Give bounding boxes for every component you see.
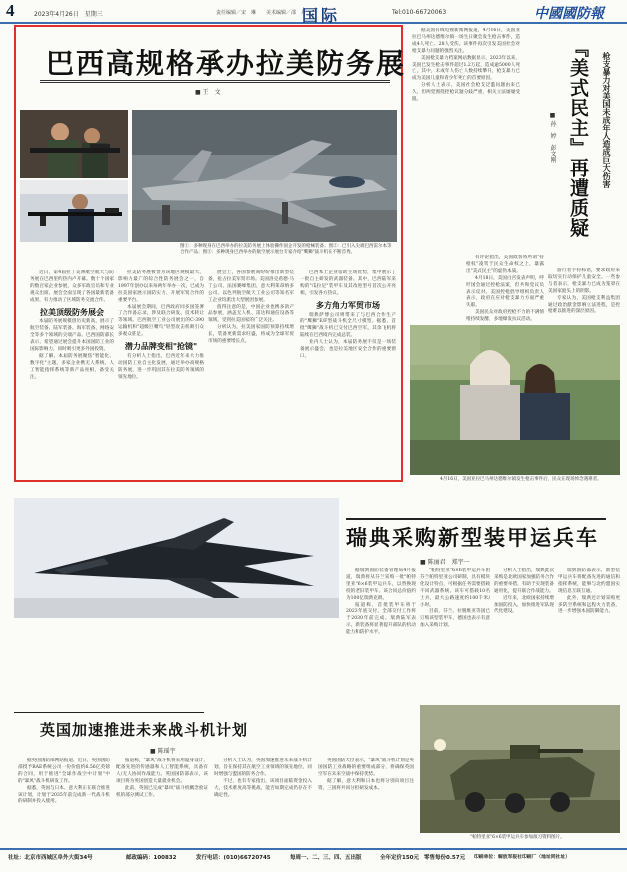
subhead: 潜力品牌变相"抢镜": [124, 341, 198, 352]
article1-col1: [30, 270, 114, 478]
paragraph: 近日，第4届拉丁美洲航空航天与防务展在巴西里约热内卢开幕。数十个国家的数百家企业参展，众多军政官员和专业观众出席。展会全面呈现了各国最新装备成果，有力推动了区域防务交流合作。: [30, 270, 114, 303]
paragraph: 分析人士指出，瑞典此次采购是北欧国家加强防务合作的重要举措，有助于实现装备通用化，提升联合作战能力。: [494, 568, 554, 594]
article1-col2: [118, 270, 204, 478]
paragraph: 报道称，首批装甲车将于2023年底交付，全部交付工作将于2030年前完成。瑞典陆军表示，新装备将显著提升部队的机动能力和防护水平。: [346, 602, 416, 636]
article1-col3: [208, 270, 294, 478]
paragraph: 此前，英国已完成"暴风"战斗机概念验证机的部分测试工作。: [116, 785, 208, 798]
paragraph: 拉美防务展被誉为该地区规模最大、影响力最广的综合性防务展会之一，自1997年创办以来每两年举办一次，已成为拉美国家展示国防实力、开展军贸合作的重要平台。: [118, 270, 204, 303]
photo-future-fighter: [14, 498, 339, 618]
paragraph: 据了解，本届防务展聚焦"智能化、数字化"主题，多家企业携无人系统、人工智能指挥系统等新产品亮相，备受关注。: [30, 353, 114, 380]
article2-subtitle: 枪支暴力对美国未成年人造成巨大伤害: [602, 52, 612, 188]
paragraph: 本届展会期间，巴西政府同多国签署了合作备忘录，涉及联合研发、技术转让等领域。巴西航空工业公司展出的C-390运输机和"超级巨嘴鸟"轻型攻击机吸引众多观众驻足。: [118, 304, 204, 338]
article2-byline: ■ 孙 婷 彭文刚: [549, 112, 556, 163]
article2-title-a: 『美式民主』: [567, 38, 589, 158]
paragraph: 展会上，各国参展商纷纷推出新型装备，抢占拉美军贸市场。美国洛克希德·马丁公司、法国赛峰集团、意大利莱昂纳多公司、以色列航空航天工业公司等知名军工企业均派出大型展团参展。: [208, 270, 294, 303]
photo-soldier-rifle: [20, 110, 128, 178]
paragraph: 分析人士认为，英国加速推进未来战斗机计划，旨在保持其在航空工业领域的领先地位，同时增强与盟国的防务合作。: [214, 758, 312, 777]
title-accent-bar: [346, 518, 606, 520]
photo-mourners: [410, 325, 620, 475]
paragraph: 分析人士表示，美国社会枪支泛滥问题由来已久，但两党围绕控枪议题分歧严重，相关立法屡屡受阻。: [412, 83, 520, 103]
paragraph: 据瑞典国防装备管理局4月报道，瑞典将从芬兰采购一批"帕特里亚"6×6装甲运兵车，以替换现役的老旧装甲车。该合同总价值约为100亿瑞典克朗。: [346, 568, 416, 601]
article4-col3: [214, 758, 312, 844]
masthead-logo: 中國國防報: [534, 6, 604, 22]
paragraph: 美国民众对政府控枪不力的不满情绪持续发酵，多地爆发抗议活动。: [466, 310, 544, 323]
footer-address: 社址：北京市西城区阜外大街34号: [8, 855, 93, 861]
divider: [40, 80, 390, 81]
article1-title: 巴西高规格承办拉美防务展: [46, 47, 407, 80]
header-tel: Tel:010-66720063: [392, 9, 447, 16]
subhead: 多方角力军贸市场: [316, 299, 380, 310]
footer-printer: 印刷单位：解放军报社印刷厂（地址同社址）: [474, 855, 570, 860]
article3-col4: [558, 568, 620, 728]
editors: 责任编辑／宋 琳 美术编辑／邵 丹: [216, 10, 307, 16]
article4-col1: [18, 758, 110, 844]
subhead: 拉美顶级防务展会: [40, 306, 104, 317]
paragraph: 英国国防大臣表示，"暴风"战斗机计划是英国国防工业战略的重要组成部分，将确保英国空军在未来空战中保持优势。: [318, 758, 414, 777]
article3-title: 瑞典采购新型装甲运兵车: [346, 525, 599, 550]
article4-col2: [116, 758, 208, 844]
paragraph: 近年来，北欧国家持续增加国防投入，加快推进军队现代化建设。: [494, 595, 554, 615]
paragraph: 不过，也有专家指出，该项目面临资金投入大、技术难度高等挑战，能否如期完成仍存在不确定性。: [214, 778, 312, 798]
paragraph: 据悉，英国与日本、意大利正在联合推进该计划，计划于2035年前完成新一代战斗机的研制并投入使用。: [18, 785, 110, 805]
article4-byline: ■ 陈瑶宇: [150, 748, 176, 755]
issue-date: 2023年4月26日 星期三: [34, 11, 103, 18]
photo-fighter-jet: [132, 110, 397, 242]
paragraph: 瑞典国防部表示，新型装甲运兵车将配备先进的通信和指挥系统，能够与北约盟国实现信息互联互通。: [558, 568, 620, 594]
article1-col4: [300, 270, 396, 478]
article3-byline: ■ 陈丽君 郑宇一: [420, 559, 470, 566]
paragraph: 游行者手持标语，要求政府采取切实行动保护儿童安全。一些参与者表示，枪支暴力已成为笼罩在美国家庭头上的阴影。: [548, 268, 620, 294]
paragraph: 巴西本土企业借助主场优势，集中展示了一批自主研发的武器装备。其中，巴西陆军采购的"瓜拉尼"装甲车及其改进型号首次公开亮相，引发各方热议。: [300, 270, 396, 296]
article3-col1: [346, 568, 416, 728]
divider: [40, 82, 390, 83]
paragraph: 据了解，意大利和日本也将分别向项目注资，三国将共同分担研发成本。: [318, 778, 414, 791]
footer-schedule: 每周一、二、三、四、五出版: [290, 855, 362, 861]
paragraph: 瑞典萨博公司则带来了与巴西合作生产的"鹰狮"E/F型战斗机全尺寸模型。据悉，首批"鹰狮"战斗机已交付巴西空军，其余飞机将陆续在巴西境内完成总装。: [300, 312, 396, 339]
article3-photo-caption: "帕特里亚"6×6装甲运兵车参加演习资料图片。: [470, 835, 565, 840]
paragraph: 目前，芬兰、拉脱维亚等国已订购该型装甲车，德国也表示有意加入采购计划。: [420, 609, 490, 629]
article2-photo-caption: 4月16日，美国亚拉巴马州达德维尔镇发生枪击事件后，民众在现场悼念遇难者。: [440, 477, 602, 482]
page-number: 4: [6, 1, 15, 20]
paragraph: 专家认为，美国枪支利益集团通过政治献金影响立法进程，是控枪难以推进的深层原因。: [548, 295, 620, 315]
article4-title: 英国加速推进未来战斗机计划: [40, 721, 249, 739]
article1-byline: ■ 王 文: [195, 89, 221, 96]
paragraph: 据英国国防部网站报道，近日，英国国防部授予BAE系统公司一份价值约6.56亿英镑的合同，用于推进"全球作战空中计划"中的"暴风"战斗机研发工作。: [18, 758, 110, 784]
article4-col4: [318, 758, 414, 844]
paragraph: 本届防务展规模创历史新高，展示了航空装备、陆军装备、海军装备、网络安全等多个领域的尖端产品。巴西国防部长表示，希望通过展会提升本国国防工业的国际影响力，同时吸引更多外国投资。: [30, 319, 114, 353]
article3-col3: [494, 568, 554, 728]
footer-postcode: 邮政编码：100832: [126, 855, 177, 861]
paragraph: 值得注意的是，中国企业也携多款产品参展，涵盖无人机、雷达和通信设备等领域，受到拉美国家的广泛关注。: [208, 304, 294, 324]
paragraph: 据美国有线电视新闻网报道，4月16日，美国亚拉巴马州达德维尔镇一场生日聚会发生枪击事件，造成4人死亡、28人受伤。该事件再次引发美国社会对枪支暴力问题的强烈关注。: [412, 28, 520, 54]
paragraph: 有分析人士指出，巴西近年来大力推动国防工业自主化发展，通过举办高规格防务展，进一步巩固其在拉美防务领域的领先地位。: [118, 353, 204, 380]
paragraph: 美国枪支暴力档案网站数据显示，2023年以来，美国已发生枪击事件超过1.2万起，造成逾5000人死亡。其中，未成年人伤亡人数持续攀升，枪支暴力已成为美国儿童和青少年死亡的首要原因。: [412, 55, 520, 82]
footer-price-issue: 零售每份0.57元: [424, 855, 466, 861]
footer-distribution: 发行电话：(010)66720745: [196, 855, 271, 861]
paragraph: 分析认为，拉美国家国防预算持续增长，装备更新需求旺盛，将成为全球军贸市场的重要增长点。: [208, 325, 294, 345]
title-accent-bar: [14, 712, 204, 713]
footer-price-year: 全年定价150元: [380, 855, 419, 861]
paragraph: 报道称，"暴风"战斗机将采用隐身设计，配备先进的传感器和人工智能系统，具备有人/无人协同作战能力。英国国防部表示，该项目将为英国创造大量就业机会。: [116, 758, 208, 784]
paragraph: 4月18日，美国白宫发表声明，呼吁国会通过控枪法案，但共和党议员表示反对。美国控枪倡导组织负责人表示，政府在应对枪支暴力方面严重失职。: [466, 275, 544, 309]
article3-col2: [420, 568, 490, 728]
paragraph: "帕特里亚"6×6装甲运兵车由芬兰帕特里亚公司研制，具有模块化设计特点，可根据任务需要搭载不同武器系统。该车可搭载10名士兵，最大公路速度约100千米/小时。: [420, 568, 490, 608]
paragraph: 此外，瑞典还计划采购更多防空系统和远程火力装备，进一步增强本国防御能力。: [558, 595, 620, 615]
paragraph: 业内人士认为，本届防务展不仅是一场装备展示盛会，也是拉美地区安全合作的重要窗口。: [300, 340, 396, 359]
paragraph: 有评论指出，美国政客将所谓"持枪权"凌驾于民众生命权之上，暴露出"美式民主"的虚伪本质。: [466, 255, 544, 274]
photo-armored-vehicle: [420, 705, 620, 833]
photo-rifle-display: [20, 180, 128, 242]
article2-title-b: 再遭质疑: [567, 158, 589, 238]
article1-photo-caption: 图①：多种现身在巴西举办的拉美防务展上体验操作国企开发的枪械装备；图②：已引入尖端巴西雷尔本等合作产品；图③：多种现身巴西举办的航空展示展台专家介绍"鹰狮"战斗机在不断首秀。: [180, 244, 392, 256]
section-title: 国际: [302, 6, 341, 25]
